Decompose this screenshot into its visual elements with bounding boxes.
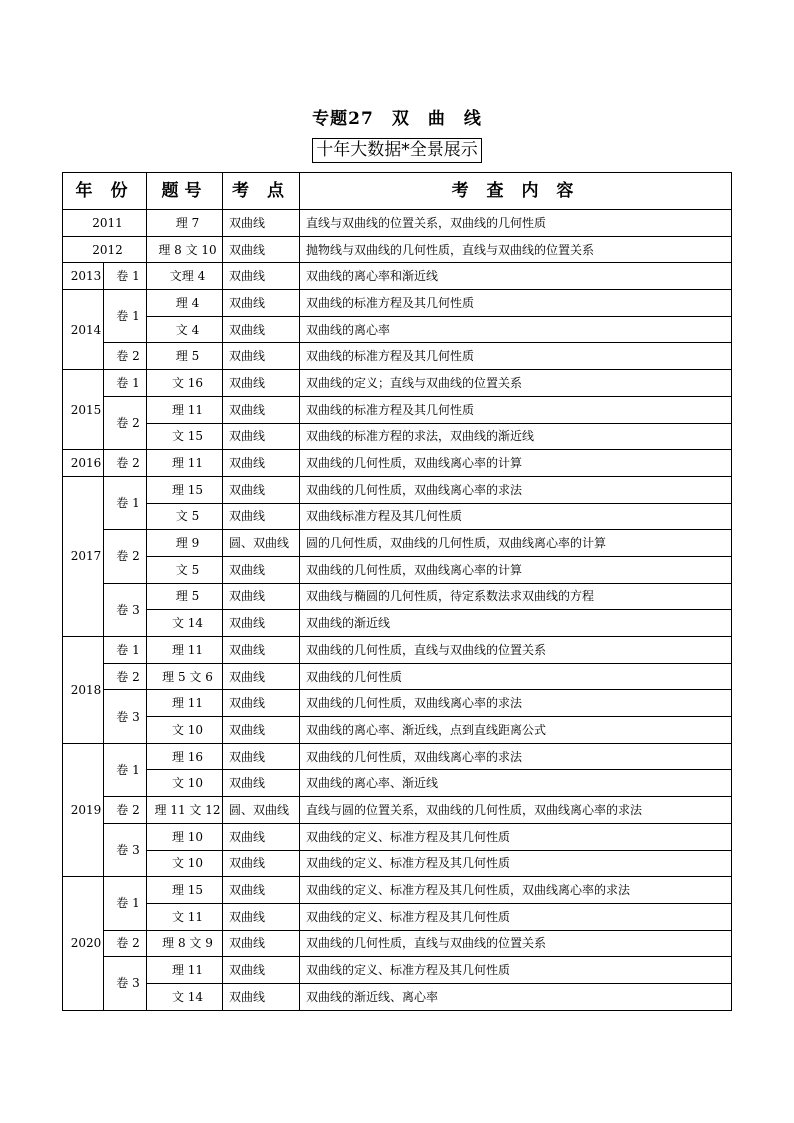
content-cell: 双曲线的几何性质，双曲线离心率的求法: [300, 690, 732, 717]
table-row: [63, 983, 732, 1010]
content-cell: 双曲线的渐近线: [300, 610, 732, 637]
year-cell: 2014: [63, 290, 104, 370]
content-cell: 双曲线的几何性质，双曲线离心率的求法: [300, 476, 732, 503]
paper-cell: 卷 3: [104, 957, 147, 1010]
header-content: 考 查 内 容: [300, 173, 732, 210]
question-cell: 文 4: [147, 316, 223, 343]
table-row: [63, 236, 732, 263]
paper-cell: 卷 1: [104, 637, 147, 664]
point-cell: 双曲线: [223, 236, 300, 263]
paper-cell: 卷 3: [104, 690, 147, 743]
question-cell: 理 11: [147, 637, 223, 664]
content-cell: 双曲线的离心率、渐近线: [300, 770, 732, 797]
header-point: 考 点: [223, 173, 300, 210]
content-cell: 双曲线的定义、标准方程及其几何性质: [300, 823, 732, 850]
content-cell: 直线与圆的位置关系，双曲线的几何性质，双曲线离心率的求法: [300, 797, 732, 824]
point-cell: 双曲线: [223, 717, 300, 744]
question-cell: 理 11: [147, 450, 223, 477]
year-cell: 2012: [63, 236, 147, 263]
paper-cell: 卷 1: [104, 877, 147, 930]
question-cell: 理 16: [147, 743, 223, 770]
content-cell: 双曲线与椭圆的几何性质，待定系数法求双曲线的方程: [300, 583, 732, 610]
content-cell: 双曲线的几何性质，双曲线离心率的计算: [300, 556, 732, 583]
question-cell: 理 11 文 12: [147, 797, 223, 824]
question-cell: 理 9: [147, 530, 223, 557]
table-row: [63, 556, 732, 583]
paper-cell: 卷 2: [104, 797, 147, 824]
year-cell: 2020: [63, 877, 104, 1010]
question-cell: 理 15: [147, 476, 223, 503]
point-cell: 双曲线: [223, 370, 300, 397]
table-row: [63, 903, 732, 930]
point-cell: 双曲线: [223, 610, 300, 637]
question-cell: 理 10: [147, 823, 223, 850]
point-cell: 双曲线: [223, 343, 300, 370]
point-cell: 双曲线: [223, 743, 300, 770]
content-cell: 双曲线的标准方程及其几何性质: [300, 290, 732, 317]
question-cell: 文 10: [147, 850, 223, 877]
table-row: [63, 503, 732, 530]
table-row: [63, 717, 732, 744]
header-row: [63, 173, 732, 210]
point-cell: 双曲线: [223, 316, 300, 343]
point-cell: 双曲线: [223, 930, 300, 957]
table-row: [63, 210, 732, 237]
question-cell: 理 11: [147, 957, 223, 984]
question-cell: 理 4: [147, 290, 223, 317]
year-cell: 2019: [63, 743, 104, 876]
content-cell: 双曲线的几何性质: [300, 663, 732, 690]
point-cell: 双曲线: [223, 637, 300, 664]
point-cell: 圆、双曲线: [223, 530, 300, 557]
content-cell: 双曲线的几何性质，直线与双曲线的位置关系: [300, 930, 732, 957]
question-cell: 文理 4: [147, 263, 223, 290]
year-cell: 2011: [63, 210, 147, 237]
content-cell: 双曲线的定义、标准方程及其几何性质: [300, 957, 732, 984]
content-cell: 双曲线的定义、标准方程及其几何性质: [300, 903, 732, 930]
table-row: [63, 450, 732, 477]
table-row: [63, 637, 732, 664]
question-cell: 理 11: [147, 396, 223, 423]
table-row: [63, 290, 732, 317]
year-cell: 2016: [63, 450, 104, 477]
point-cell: 双曲线: [223, 210, 300, 237]
content-cell: 双曲线的标准方程及其几何性质: [300, 343, 732, 370]
point-cell: 双曲线: [223, 850, 300, 877]
subtitle-wrap: [0, 138, 794, 163]
point-cell: 双曲线: [223, 476, 300, 503]
table-row: [63, 823, 732, 850]
content-cell: 直线与双曲线的位置关系，双曲线的几何性质: [300, 210, 732, 237]
table-row: [63, 663, 732, 690]
question-cell: 理 8 文 9: [147, 930, 223, 957]
header-question: 题号: [147, 173, 223, 210]
point-cell: 双曲线: [223, 957, 300, 984]
content-cell: 双曲线的定义、标准方程及其几何性质: [300, 850, 732, 877]
question-cell: 文 11: [147, 903, 223, 930]
question-cell: 理 5: [147, 343, 223, 370]
question-cell: 文 14: [147, 610, 223, 637]
content-cell: 抛物线与双曲线的几何性质，直线与双曲线的位置关系: [300, 236, 732, 263]
point-cell: 双曲线: [223, 903, 300, 930]
page-title: 专题27 双 曲 线: [312, 109, 482, 129]
table-row: [63, 370, 732, 397]
content-cell: 双曲线的离心率、渐近线，点到直线距离公式: [300, 717, 732, 744]
content-cell: 圆的几何性质，双曲线的几何性质，双曲线离心率的计算: [300, 530, 732, 557]
content-cell: 双曲线的渐近线、离心率: [300, 983, 732, 1010]
table-row: [63, 957, 732, 984]
question-cell: 文 15: [147, 423, 223, 450]
paper-cell: 卷 2: [104, 930, 147, 957]
question-cell: 理 8 文 10: [147, 236, 223, 263]
paper-cell: 卷 3: [104, 823, 147, 876]
point-cell: 双曲线: [223, 290, 300, 317]
question-cell: 文 5: [147, 503, 223, 530]
table-row: [63, 877, 732, 904]
table-row: [63, 770, 732, 797]
content-cell: 双曲线的几何性质，直线与双曲线的位置关系: [300, 637, 732, 664]
point-cell: 双曲线: [223, 983, 300, 1010]
point-cell: 双曲线: [223, 556, 300, 583]
point-cell: 双曲线: [223, 690, 300, 717]
point-cell: 双曲线: [223, 263, 300, 290]
point-cell: 双曲线: [223, 396, 300, 423]
paper-cell: 卷 2: [104, 343, 147, 370]
paper-cell: 卷 2: [104, 396, 147, 449]
paper-cell: 卷 2: [104, 663, 147, 690]
header-year: 年 份: [63, 173, 147, 210]
question-cell: 文 16: [147, 370, 223, 397]
paper-cell: 卷 3: [104, 583, 147, 636]
content-cell: 双曲线的几何性质，双曲线离心率的计算: [300, 450, 732, 477]
table-row: [63, 343, 732, 370]
year-cell: 2015: [63, 370, 104, 450]
table-row: [63, 423, 732, 450]
point-cell: 双曲线: [223, 583, 300, 610]
paper-cell: 卷 1: [104, 290, 147, 343]
question-cell: 理 5 文 6: [147, 663, 223, 690]
content-cell: 双曲线的离心率: [300, 316, 732, 343]
point-cell: 双曲线: [223, 423, 300, 450]
exam-table: [62, 172, 732, 1011]
table-row: [63, 530, 732, 557]
paper-cell: 卷 1: [104, 370, 147, 397]
year-cell: 2013: [63, 263, 104, 290]
content-cell: 双曲线的几何性质，双曲线离心率的求法: [300, 743, 732, 770]
question-cell: 理 7: [147, 210, 223, 237]
year-cell: 2017: [63, 476, 104, 636]
question-cell: 理 11: [147, 690, 223, 717]
point-cell: 双曲线: [223, 770, 300, 797]
point-cell: 双曲线: [223, 450, 300, 477]
question-cell: 文 10: [147, 770, 223, 797]
paper-cell: 卷 1: [104, 743, 147, 796]
point-cell: 圆、双曲线: [223, 797, 300, 824]
table-row: [63, 850, 732, 877]
content-cell: 双曲线的标准方程及其几何性质: [300, 396, 732, 423]
question-cell: 理 5: [147, 583, 223, 610]
point-cell: 双曲线: [223, 877, 300, 904]
content-cell: 双曲线的定义、标准方程及其几何性质，双曲线离心率的求法: [300, 877, 732, 904]
point-cell: 双曲线: [223, 663, 300, 690]
point-cell: 双曲线: [223, 503, 300, 530]
table-row: [63, 476, 732, 503]
table-row: [63, 396, 732, 423]
year-cell: 2018: [63, 637, 104, 744]
paper-cell: 卷 2: [104, 530, 147, 583]
table-row: [63, 743, 732, 770]
question-cell: 文 5: [147, 556, 223, 583]
content-cell: 双曲线标准方程及其几何性质: [300, 503, 732, 530]
content-cell: 双曲线的定义；直线与双曲线的位置关系: [300, 370, 732, 397]
table-row: [63, 610, 732, 637]
table-row: [63, 583, 732, 610]
subtitle-box: 十年大数据*全景展示: [312, 138, 482, 163]
table-row: [63, 797, 732, 824]
content-cell: 双曲线的标准方程的求法，双曲线的渐近线: [300, 423, 732, 450]
paper-cell: 卷 1: [104, 263, 147, 290]
point-cell: 双曲线: [223, 823, 300, 850]
table-row: [63, 930, 732, 957]
paper-cell: 卷 1: [104, 476, 147, 529]
table-row: [63, 316, 732, 343]
content-cell: 双曲线的离心率和渐近线: [300, 263, 732, 290]
question-cell: 理 15: [147, 877, 223, 904]
question-cell: 文 10: [147, 717, 223, 744]
question-cell: 文 14: [147, 983, 223, 1010]
paper-cell: 卷 2: [104, 450, 147, 477]
table-row: [63, 263, 732, 290]
table-row: [63, 690, 732, 717]
